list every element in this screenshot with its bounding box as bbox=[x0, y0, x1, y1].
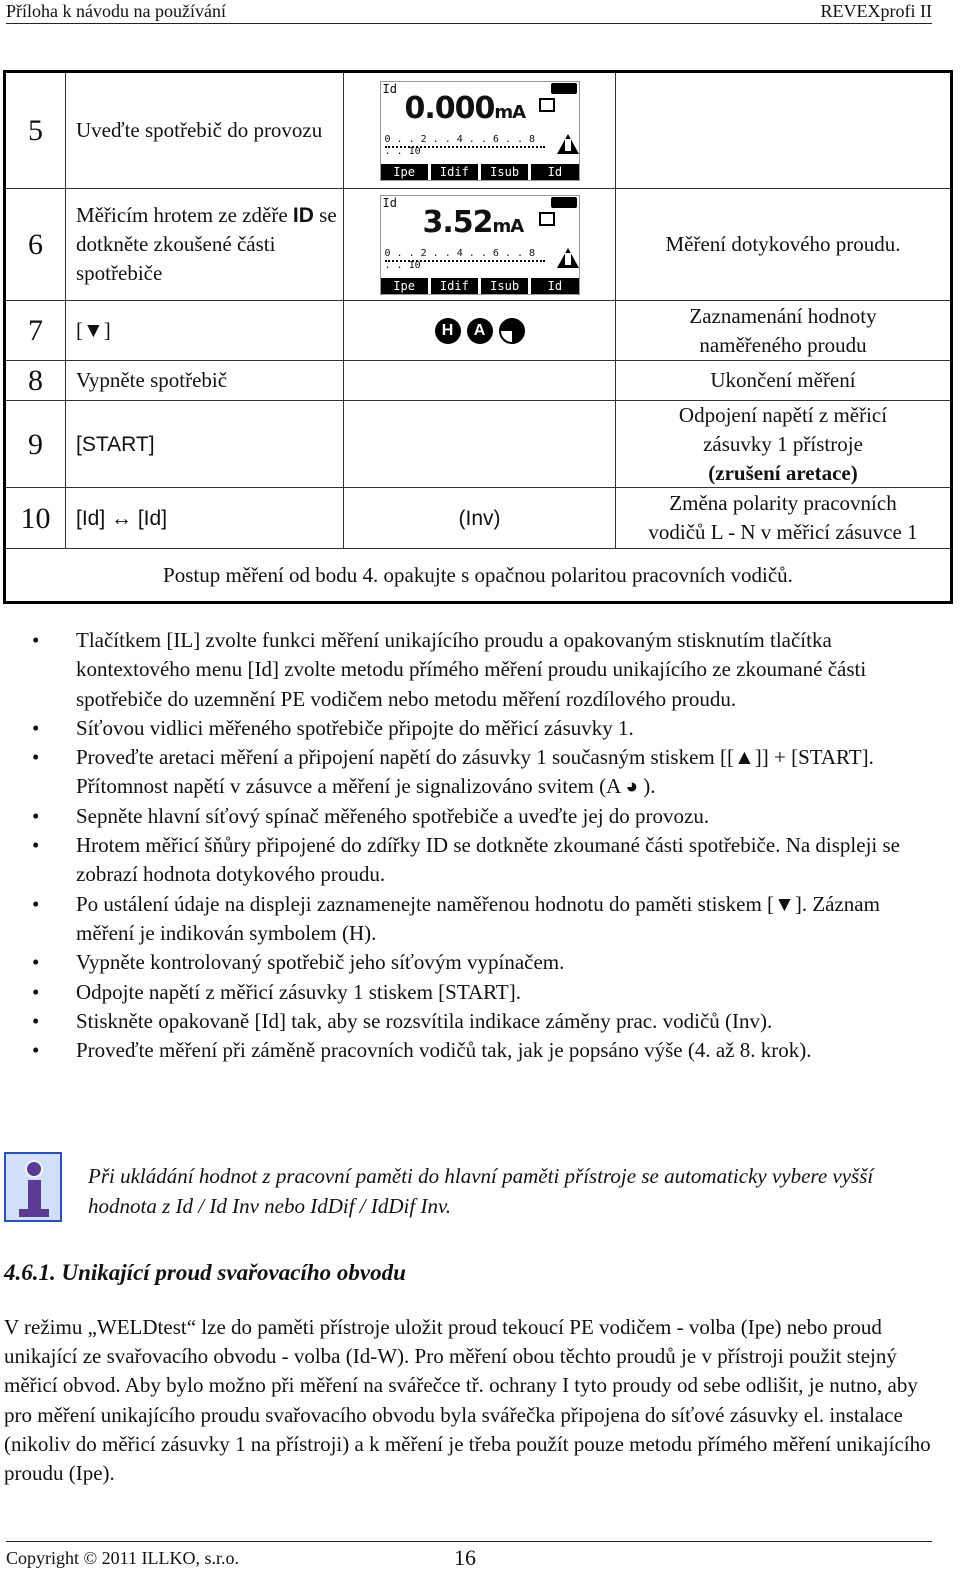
list-item: • Stiskněte opakovaně [Id] tak, aby se rozsvítila indikace záměny prac. vodičů (Inv). bbox=[26, 1007, 936, 1036]
hold-indicator-icon: H bbox=[435, 318, 461, 344]
step-result: Zaznamenání hodnoty naměřeného proudu bbox=[689, 303, 877, 357]
step-row-7 bbox=[6, 301, 950, 361]
lcd-scale: 0 . . 2 . . 4 . . 6 . . 8 . . 10 bbox=[384, 133, 536, 157]
step-row-10 bbox=[6, 488, 950, 549]
step-display bbox=[344, 361, 616, 400]
step-number: 7 bbox=[6, 301, 66, 360]
step-row-5 bbox=[6, 73, 950, 189]
step-action: Měřicím hrotem ze zděře ID se dotkněte zkoušené části spotřebiče bbox=[66, 189, 344, 300]
step-action: [START] bbox=[66, 401, 344, 487]
battery-icon bbox=[551, 83, 577, 94]
lcd-tab: Idif bbox=[431, 164, 478, 180]
info-note bbox=[4, 1152, 944, 1224]
lcd-tab: Id bbox=[531, 164, 578, 180]
memory-icon bbox=[539, 98, 555, 112]
lcd-label: Id bbox=[382, 195, 397, 210]
step-action: [▼] bbox=[66, 301, 344, 360]
step-number: 8 bbox=[6, 361, 66, 400]
memory-icon bbox=[539, 212, 555, 226]
lcd-tab: Ipe bbox=[381, 164, 428, 180]
list-item: • Proveďte aretaci měření a připojení napětí do zásuvky 1 současným stiskem [[▲]] + [START]. Přítomnost napětí v zásuvce a měření je signalizováno svitem (A ◕ ). bbox=[26, 743, 936, 802]
info-note-text: Při ukládání hodnot z pracovní paměti do hlavní paměti přístroje se automaticky vybere vyšší hodnota z Id / Id Inv nebo IdDif / IdDif Inv. bbox=[88, 1164, 874, 1218]
lcd-menu bbox=[381, 278, 579, 294]
instruction-list bbox=[26, 626, 936, 1065]
step-result: Měření dotykového proudu. bbox=[665, 232, 901, 256]
header-doc-title: Příloha k návodu na používání bbox=[6, 1, 226, 21]
battery-icon bbox=[551, 197, 577, 208]
page-footer bbox=[6, 1541, 932, 1573]
aretace-indicator-icon: A bbox=[467, 318, 493, 344]
step-result: Změna polarity pracovních vodičů L - N v měřicí zásuvce 1 bbox=[648, 491, 918, 544]
step-display: (Inv) bbox=[344, 488, 616, 548]
step-number: 10 bbox=[6, 488, 66, 548]
steps-table bbox=[3, 70, 953, 604]
list-item: • Vypněte kontrolovaný spotřebič jeho síťovým vypínačem. bbox=[26, 948, 936, 977]
lcd-bargraph bbox=[385, 146, 545, 148]
step-row-8 bbox=[6, 361, 950, 401]
step-result: Ukončení měření bbox=[710, 368, 856, 392]
step-row-6 bbox=[6, 189, 950, 301]
step-result: Odpojení napětí z měřicí zásuvky 1 přístroje (zrušení aretace) bbox=[678, 402, 888, 485]
step-number: 9 bbox=[6, 401, 66, 487]
lcd-tab: Ipe bbox=[381, 278, 428, 294]
step-display bbox=[344, 401, 616, 487]
voltage-indicator-icon bbox=[499, 318, 525, 344]
step-display bbox=[344, 301, 616, 360]
footer-copyright: Copyright © 2011 ILLKO, s.r.o. bbox=[6, 1548, 239, 1568]
list-item: • Po ustálení údaje na displeji zaznamenejte naměřenou hodnotu do paměti stiskem [▼]. Záznam měření je indikován symbolem (H). bbox=[26, 890, 936, 949]
lcd-value: 3.52mA bbox=[422, 204, 524, 240]
lcd-bargraph bbox=[385, 260, 545, 262]
step-action: Vypněte spotřebič bbox=[66, 361, 344, 400]
lcd-screen bbox=[380, 81, 580, 181]
lcd-label: Id bbox=[382, 81, 397, 96]
steps-footer-note: Postup měření od bodu 4. opakujte s opačnou polaritou pracovních vodičů. bbox=[163, 562, 793, 587]
lcd-screen bbox=[380, 195, 580, 295]
lcd-tab: Idif bbox=[431, 278, 478, 294]
lcd-menu bbox=[381, 164, 579, 180]
list-item: • Proveďte měření při záměně pracovních vodičů tak, jak je popsáno výše (4. až 8. krok). bbox=[26, 1036, 936, 1065]
step-display bbox=[344, 189, 616, 300]
step-action: [Id] ↔ [Id] bbox=[66, 488, 344, 548]
list-item: • Odpojte napětí z měřicí zásuvky 1 stiskem [START]. bbox=[26, 978, 936, 1007]
list-item: • Sepněte hlavní síťový spínač měřeného spotřebiče a uveďte jej do provozu. bbox=[26, 802, 936, 831]
list-item: • Tlačítkem [IL] zvolte funkci měření unikajícího proudu a opakovaným stisknutím tlačítka kontextového menu [Id] zvolte metodu přímého měření proudu unikajícího ze zkoumané části spotřebiče do uzemnění PE vodičem nebo metodu měření rozdílového proudu. bbox=[26, 626, 936, 714]
lcd-tab: Id bbox=[531, 278, 578, 294]
step-number: 6 bbox=[6, 189, 66, 300]
lcd-value: 0.000mA bbox=[404, 90, 526, 126]
list-item: • Síťovou vidlici měřeného spotřebiče připojte do měřicí zásuvky 1. bbox=[26, 714, 936, 743]
lcd-tab: Isub bbox=[481, 278, 528, 294]
lcd-scale: 0 . . 2 . . 4 . . 6 . . 8 . . 10 bbox=[384, 247, 536, 271]
step-display bbox=[344, 73, 616, 188]
step-action: Uveďte spotřebič do provozu bbox=[66, 73, 344, 188]
step-result bbox=[616, 73, 950, 188]
page-number: 16 bbox=[454, 1545, 476, 1570]
list-item: • Hrotem měřicí šňůry připojené do zdířky ID se dotkněte zkoumané části spotřebiče. Na displeji se zobrazí hodnota dotykového proudu. bbox=[26, 831, 936, 890]
body-paragraph: V režimu „WELDtest“ lze do paměti přístroje uložit proud tekoucí PE vodičem - volba (Ipe) nebo proud unikající ze svařovacího obvodu - volba (Id-W). Pro měření obou těchto proudů je v přístroji použit stejný měřicí obvod. Aby bylo možno při měření na svářečce tř. ochrany I tyto proudy od sebe odlišit, je nutno, aby pro měření unikajícího proudu svařovacího obvodu byla svářečka připojena do síťové zásuvky el. instalace (nikoliv do měřicí zásuvky 1 na přístroji) a k měření je třeba použít pouze metodu přímého měření unikajícího proudu (Ipe). bbox=[4, 1315, 931, 1486]
step-number: 5 bbox=[6, 73, 66, 188]
section-heading: 4.6.1. Unikající proud svařovacího obvodu bbox=[4, 1260, 406, 1285]
header-product: REVEXprofi II bbox=[820, 1, 932, 21]
info-icon bbox=[4, 1152, 62, 1222]
page-header bbox=[6, 0, 932, 24]
lcd-tab: Isub bbox=[481, 164, 528, 180]
step-row-9 bbox=[6, 401, 950, 488]
